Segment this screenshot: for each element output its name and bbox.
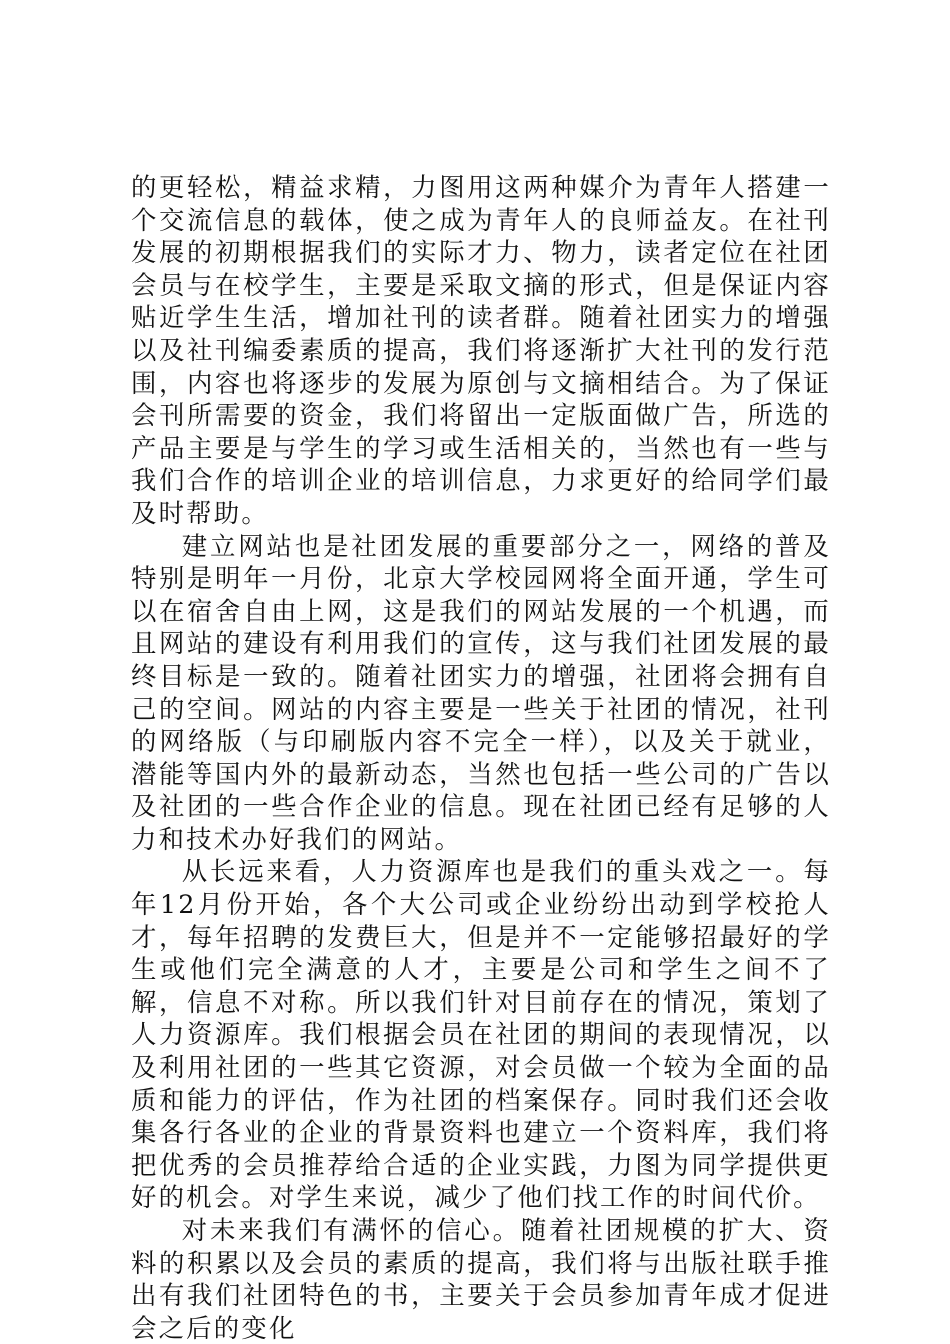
paragraph-1: 的更轻松，精益求精，力图用这两种媒介为青年人搭建一个交流信息的载体，使之成为青年人的良师益友。在社刊发展的初期根据我们的实际才力、物力，读者定位在社团会员与在校学生，主要是采取文摘的形式，但是保证内容贴近学生生活，增加社刊的读者群。随着社团实力的增强以及社刊编委素质的提高，我们将逐渐扩大社刊的发行范围，内容也将逐步的发展为原创与文摘相结合。为了保证会刊所需要的资金，我们将留出一定版面做广告，所选的产品主要是与学生的学习或生活相关的，当然也有一些与我们合作的培训企业的培训信息，力求更好的给同学们最及时帮助。 (131, 172, 831, 528)
paragraph-4: 对未来我们有满怀的信心。随着社团规模的扩大、资料的积累以及会员的素质的提高，我们将与出版社联手推出有我们社团特色的书，主要关于会员参加青年成才促进会之后的变化 (131, 1215, 831, 1343)
document-body (131, 171, 831, 1344)
paragraph-3: 从长远来看，人力资源库也是我们的重头戏之一。每年12月份开始，各个大公司或企业纷纷出动到学校抢人才，每年招聘的发费巨大，但是并不一定能够招最好的学生或他们完全满意的人才，主要是公司和学生之间不了解，信息不对称。所以我们针对目前存在的情况，策划了人力资源库。我们根据会员在社团的期间的表现情况，以及利用社团的一些其它资源，对会员做一个较为全面的品质和能力的评估，作为社团的档案保存。同时我们还会收集各行各业的企业的背景资料也建立一个资料库，我们将把优秀的会员推荐给合适的企业实践，力图为同学提供更好的机会。对学生来说，减少了他们找工作的时间代价。 (131, 856, 831, 1213)
paragraph-2: 建立网站也是社团发展的重要部分之一，网络的普及特别是明年一月份，北京大学校园网将全面开通，学生可以在宿舍自由上网，这是我们的网站发展的一个机遇，而且网站的建设有利用我们的宣传，这与我们社团发展的最终目标是一致的。随着社团实力的增强，社团将会拥有自己的空间。网站的内容主要是一些关于社团的情况，社刊的网络版（与印刷版内容不完全一样），以及关于就业，潜能等国内外的最新动态，当然也包括一些公司的广告以及社团的一些合作企业的信息。现在社团已经有足够的人力和技术办好我们的网站。 (131, 530, 831, 854)
